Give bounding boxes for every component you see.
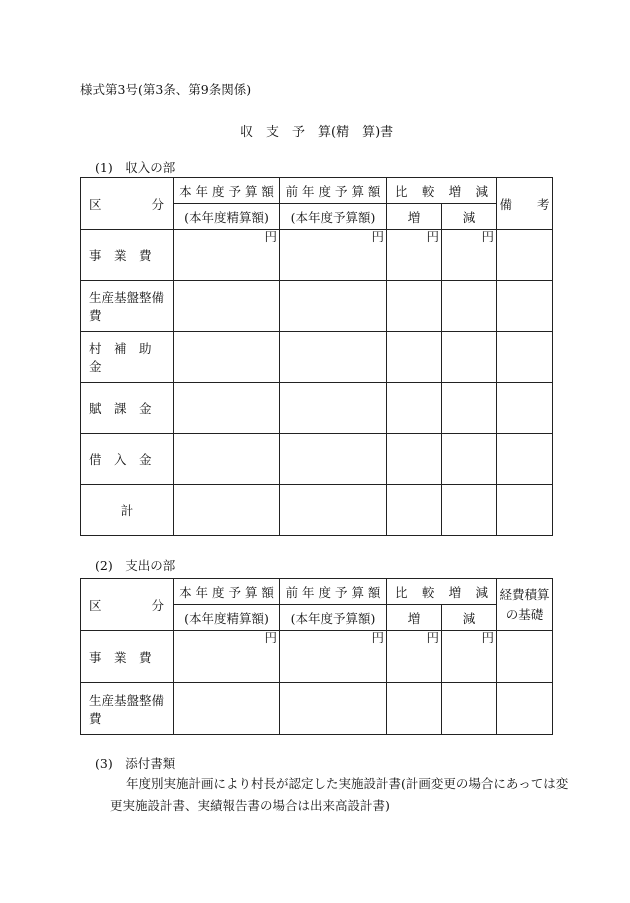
row-label-levy: 賦 課 金 (81, 383, 174, 434)
income-table (80, 177, 553, 536)
section2-heading: (2) 支出の部 (95, 558, 176, 573)
table-row (81, 434, 553, 485)
header-notes: 備 考 (497, 178, 553, 230)
row-label-total: 計 (81, 485, 174, 536)
header-current-settled: (本年度精算額) (174, 204, 280, 230)
header-current-budget: 本 年 度 予 算 額 (174, 178, 280, 204)
header-prev-current: (本年度予算額) (280, 204, 387, 230)
header-cost-basis: 経費積算 の基礎 (497, 579, 553, 631)
unit-yen: 円 (387, 230, 442, 281)
header-category: 区 分 (81, 178, 174, 230)
unit-yen: 円 (442, 631, 497, 683)
table-row (81, 683, 553, 735)
expenditure-table (80, 578, 553, 735)
section1-heading: (1) 収入の部 (95, 160, 176, 175)
unit-yen: 円 (280, 230, 387, 281)
unit-yen: 円 (280, 631, 387, 683)
header-increase: 増 (387, 204, 442, 230)
form-number: 様式第3号(第3条、第9条関係) (80, 82, 252, 97)
header-current-settled: (本年度精算額) (174, 605, 280, 631)
header-compare: 比 較 増 減 (387, 579, 497, 605)
unit-yen: 円 (174, 631, 280, 683)
row-label-business-cost: 事 業 費 (81, 230, 174, 281)
table-row (81, 485, 553, 536)
table-row (81, 631, 553, 683)
header-decrease: 減 (442, 204, 497, 230)
header-decrease: 減 (442, 605, 497, 631)
row-label-loan: 借 入 金 (81, 434, 174, 485)
row-label-infrastructure: 生産基盤整備費 (81, 683, 174, 735)
unit-yen: 円 (387, 631, 442, 683)
row-label-infrastructure: 生産基盤整備費 (81, 281, 174, 332)
unit-yen: 円 (174, 230, 280, 281)
document-title: 収 支 予 算(精 算)書 (240, 125, 394, 140)
header-category: 区 分 (81, 579, 174, 631)
header-prev-budget: 前 年 度 予 算 額 (280, 178, 387, 204)
header-prev-budget: 前 年 度 予 算 額 (280, 579, 387, 605)
attachment-text-line2: 更実施設計書、実績報告書の場合は出来高設計書) (110, 798, 390, 813)
attachment-text-line1: 年度別実施計画により村長が認定した実施設計書(計画変更の場合にあっては変 (126, 776, 569, 791)
table-row (81, 230, 553, 281)
section3-heading: (3) 添付書類 (95, 756, 176, 771)
table-row (81, 332, 553, 383)
row-label-village-subsidy: 村 補 助 金 (81, 332, 174, 383)
row-label-business-cost: 事 業 費 (81, 631, 174, 683)
unit-yen: 円 (442, 230, 497, 281)
header-increase: 増 (387, 605, 442, 631)
header-compare: 比 較 増 減 (387, 178, 497, 204)
table-row (81, 383, 553, 434)
table-row (81, 281, 553, 332)
header-prev-current: (本年度予算額) (280, 605, 387, 631)
header-current-budget: 本 年 度 予 算 額 (174, 579, 280, 605)
